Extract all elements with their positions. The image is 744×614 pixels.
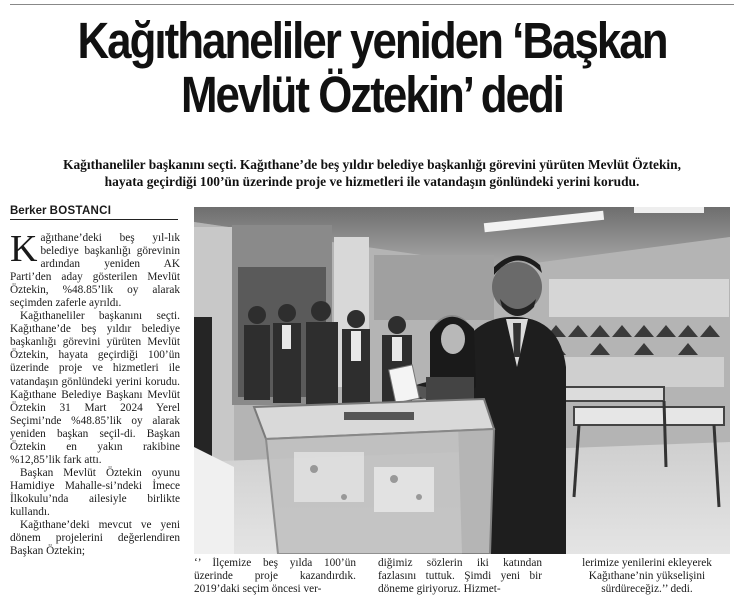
article-column-2 — [194, 557, 356, 613]
article-column-1 — [10, 232, 180, 612]
article-paragraph-4: Kağıthane’deki mevcut ve yeni dönem projelerini değerlendiren Başkan Öztekin; — [10, 519, 180, 558]
byline-first-name: Berker — [10, 205, 47, 217]
byline — [10, 205, 178, 220]
news-photo — [194, 207, 730, 554]
article-paragraph-1 — [10, 232, 180, 310]
deck — [8, 156, 736, 190]
ballot-box-voting-photo — [194, 207, 730, 554]
drop-cap: K — [10, 232, 38, 270]
article-column-4-text: lerimize yenilerini ekleyerek Kağıthane’nin yükselişini sürdüreceğiz.’’ dedi. — [582, 557, 712, 596]
headline — [59, 14, 685, 122]
article-column-4 — [563, 557, 731, 613]
top-rule — [10, 4, 734, 5]
byline-last-name: BOSTANCI — [49, 205, 112, 217]
article-paragraph-3: Başkan Mevlüt Öztekin oyunu Hamidiye Mahalle-si’ndeki İmece İlkokulu’nda ailesiyle birlikte kullandı. — [10, 466, 180, 518]
headline-line-2: Mevlüt Öztekin’ dedi — [180, 66, 564, 123]
article-column-3 — [378, 557, 542, 613]
deck-line-2: hayata geçirdiği 100’ün üzerinde proje ve hizmetleri ile vatandaşın gönlündeki yerini korudu. — [104, 174, 640, 189]
article-paragraph-1-text: ağıthane’deki beş yıl-lık belediye başkanlığı görevinin ardından yeniden AK Parti’den aday gösterilen Mevlüt Öztekin, %48.85’lik oy alarak seçimden zaferle ayrıldı. — [10, 232, 180, 310]
article-paragraph-2: Kağıthaneliler başkanını seçti. Kağıthane’de beş yıldır belediye başkanlığı görevini yürüten Mevlüt Öztekin, hayata geçirdiği 100’ün üzerinde proje ve hizmetleri ile vatandaşın gönlündeki yerini korudu. Kağıthane Belediye Başkanı Mevlüt Öztekin 31 Mart 2024 Yerel Seçimi’nde %48.85’lik oy alarak yeniden başkan seçil-di. Başkan Öztekin en yakın rakibine %12,85’lik fark attı. — [10, 310, 180, 466]
deck-line-1: Kağıthaneliler başkanını seçti. Kağıthane’de beş yıldır belediye başkanlığı görevini yürüten Mevlüt Öztekin, — [63, 157, 681, 172]
headline-line-1: Kağıthaneliler yeniden ‘Başkan — [77, 12, 667, 69]
article-column-3-text: diğimiz sözlerin iki katından fazlasını tuttuk. Şimdi yeni bir döneme giriyoruz. Hizmet- — [378, 557, 542, 596]
article-column-2-text: ‘’ İlçemize beş yılda 100’ün üzerinde proje kazandırdık. 2019’daki seçim öncesi ver- — [194, 557, 356, 596]
